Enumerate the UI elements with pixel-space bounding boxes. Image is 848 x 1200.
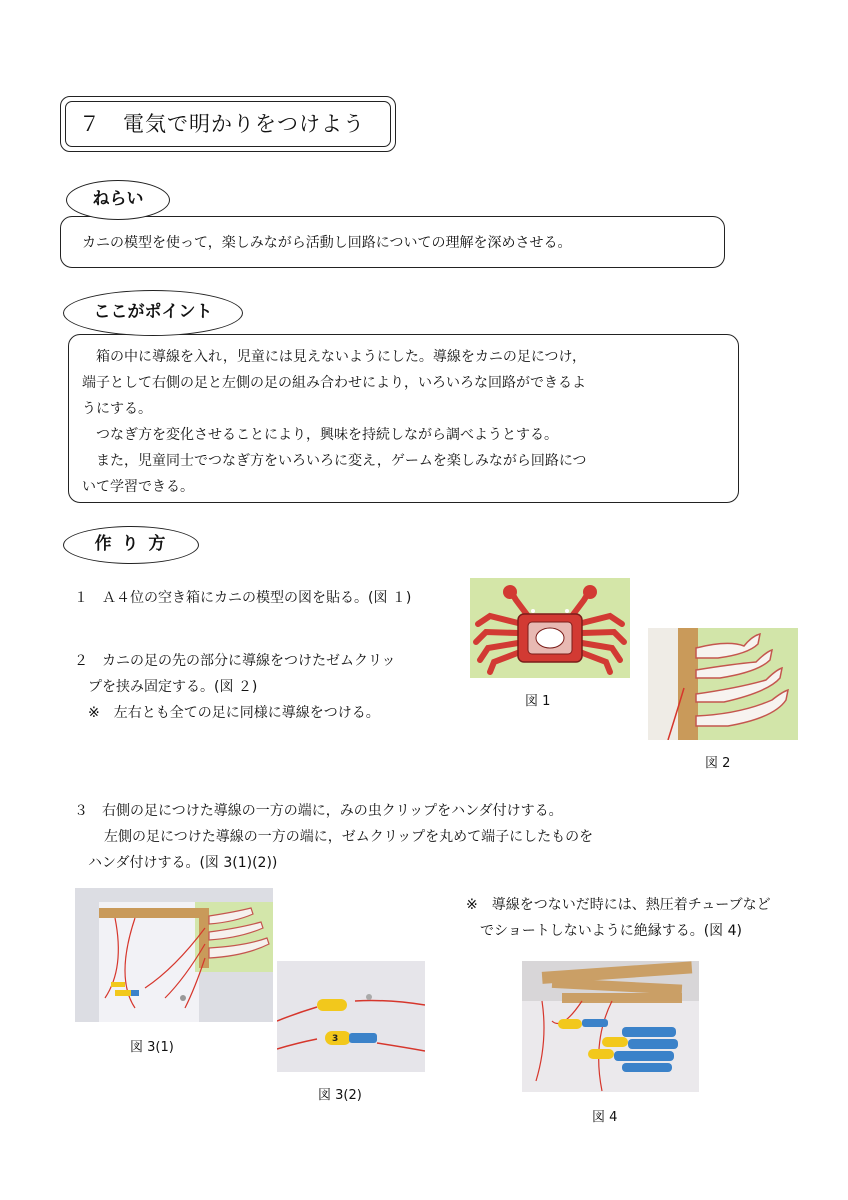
clip-number-label: 3: [332, 1034, 339, 1044]
point-line: また，児童同士でつなぎ方をいろいろに変え，ゲームを楽しみながら回路につ: [82, 453, 587, 469]
howto-label: 作 り 方: [63, 526, 199, 564]
point-line: 端子として右側の足と左側の足の組み合わせにより，いろいろな回路ができるよ: [82, 375, 586, 391]
figure-3-2-photo: [277, 961, 425, 1072]
figure-2-caption: 図 2: [705, 756, 731, 771]
insulation-note-line2: でショートしないように絶縁する。(図 4): [480, 923, 743, 939]
point-line: いて学習できる。: [82, 479, 194, 495]
figure-3-1-caption: 図 3(1): [130, 1040, 174, 1055]
figure-4-caption: 図 4: [592, 1110, 618, 1125]
step-2-note: ※ 左右とも全ての足に同様に導線をつける。: [88, 705, 380, 721]
box-wiring-image: [75, 888, 273, 1022]
aim-label: ねらい: [66, 180, 170, 220]
insulated-connections-image: [522, 961, 699, 1092]
figure-3-1-photo: [75, 888, 273, 1022]
figure-2-photo: [648, 628, 798, 740]
aim-text: カニの模型を使って，楽しみながら活動し回路についての理解を深めさせる。: [82, 235, 572, 251]
crab-legs-image: [648, 628, 798, 740]
point-line: つなぎ方を変化させることにより，興味を持続しながら調べようとする。: [82, 427, 558, 443]
point-text: [82, 344, 587, 500]
crab-model-image: [470, 578, 630, 678]
step-3-line3: ハンダ付けする。(図 3(1)(2)): [88, 855, 278, 871]
section-title-box: [60, 96, 396, 152]
step-2-line1: ２ カニの足の先の部分に導線をつけたゼムクリッ: [74, 653, 396, 669]
point-line: うにする。: [82, 401, 152, 417]
step-3-line1: ３ 右側の足につけた導線の一方の端に，みの虫クリップをハンダ付けする。: [74, 803, 563, 819]
figure-4-photo: [522, 961, 699, 1092]
point-label: ここがポイント: [63, 290, 243, 336]
alligator-clip-image: [277, 961, 425, 1072]
insulation-note-line1: ※ 導線をつないだ時には、熱圧着チューブなど: [466, 897, 771, 913]
step-1: １ Ａ４位の空き箱にカニの模型の図を貼る。(図 １): [74, 590, 412, 606]
figure-3-2-caption: 図 3(2): [318, 1088, 362, 1103]
point-line: 箱の中に導線を入れ，児童には見えないようにした。導線をカニの足につけ，: [82, 349, 586, 365]
step-3-line2: 左側の足につけた導線の一方の端に，ゼムクリップを丸めて端子にしたものを: [104, 829, 594, 845]
section-title: ７ 電気で明かりをつけよう: [79, 112, 365, 136]
figure-1-photo: [470, 578, 630, 678]
step-2-line2: プを挟み固定する。(図 ２): [88, 679, 258, 695]
figure-1-caption: 図 1: [525, 694, 551, 709]
